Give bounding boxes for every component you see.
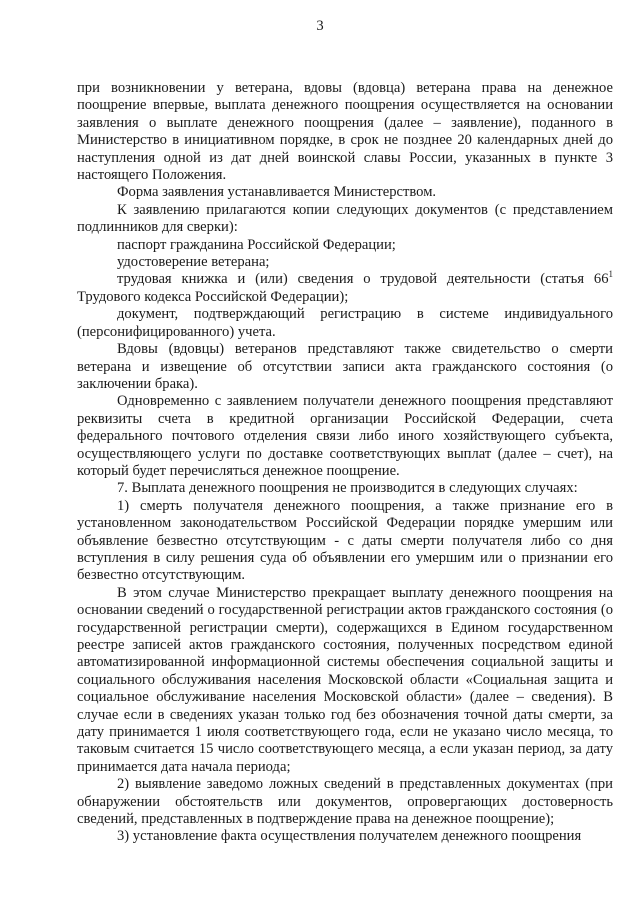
section-heading: 7. Выплата денежного поощрения не производится в следующих случаях: bbox=[117, 480, 578, 497]
list-item: паспорт гражданина Российской Федерации; bbox=[117, 236, 396, 253]
list-item: удостоверение ветерана; bbox=[117, 254, 270, 271]
paragraph: В этом случае Министерство прекращает выплату денежного поощрения на основании сведений о государственной регистрации актов гражданского состояния (о государственной регистрации смерти), содержащихся в Едином государственном реестре записей актов гражданского состояния, полученных посредством единой автоматизированной информационной системы обеспечения социальной защиты и социального обслуживания населения Московской области «Социальная защита и социальное обслуживание населения Московской области» (далее – сведения). В случае если в сведениях указан только год без обозначения точной даты смерти, за дату принимается 1 июля соответствующего года, если не указано число месяца, то таковым считается 15 число соответствующего месяца, а если указан период, за дату принимается дата начала периода; bbox=[77, 584, 613, 775]
paragraph: Форма заявления устанавливается Министерством. bbox=[117, 184, 437, 201]
list-item bbox=[77, 271, 613, 306]
list-item: 3) установление факта осуществления получателем денежного поощрения bbox=[117, 828, 582, 845]
page-number: 3 bbox=[316, 18, 324, 34]
labor-book-text-end: Трудового кодекса Российской Федерации); bbox=[77, 288, 349, 305]
paragraph: Вдовы (вдовцы) ветеранов представляют также свидетельство о смерти ветерана и извещение об отсутствии записи акта гражданского состояния (о заключении брака). bbox=[77, 341, 613, 392]
article-superscript: 1 bbox=[608, 269, 613, 280]
list-item: 1) смерть получателя денежного поощрения, а также признание его в установленном законодательством Российской Федерации порядке умершим или объявление безвестно отсутствующим - с даты смерти получателя либо со дня вступления в силу решения суда об объявлении его умершим или о признании его безвестно отсутствующим. bbox=[77, 497, 613, 584]
labor-book-text: трудовая книжка и (или) сведения о трудовой деятельности (статья 66 bbox=[117, 271, 609, 288]
paragraph: Одновременно с заявлением получатели денежного поощрения представляют реквизиты счета в кредитной организации Российской Федерации, счета федерального почтового отделения связи либо иного хозяйствующего субъекта, осуществляющего услуги по доставке соответствующих выплат (далее – счет), на который будет перечисляться денежное поощрение. bbox=[77, 393, 613, 479]
document-body bbox=[77, 80, 613, 846]
list-item: документ, подтверждающий регистрацию в системе индивидуального (персонифицированного) учета. bbox=[77, 306, 613, 340]
list-item: 2) выявление заведомо ложных сведений в представленных документах (при обнаружении обстоятельств или документов, опровергающих достоверность сведений, представленных в подтверждение права на денежное поощрение); bbox=[77, 776, 613, 828]
paragraph: при возникновении у ветерана, вдовы (вдовца) ветерана права на денежное поощрение впервые, выплата денежного поощрения осуществляется на основании заявления о выплате денежного поощрения (далее – заявление), поданного в Министерство в инициативном порядке, в срок не позднее 20 календарных дней до наступления одной из дат дней воинской славы России, указанных в пункте 3 настоящего Положения. bbox=[77, 80, 613, 184]
paragraph: К заявлению прилагаются копии следующих документов (с представлением подлинников для сверки): bbox=[77, 201, 613, 236]
